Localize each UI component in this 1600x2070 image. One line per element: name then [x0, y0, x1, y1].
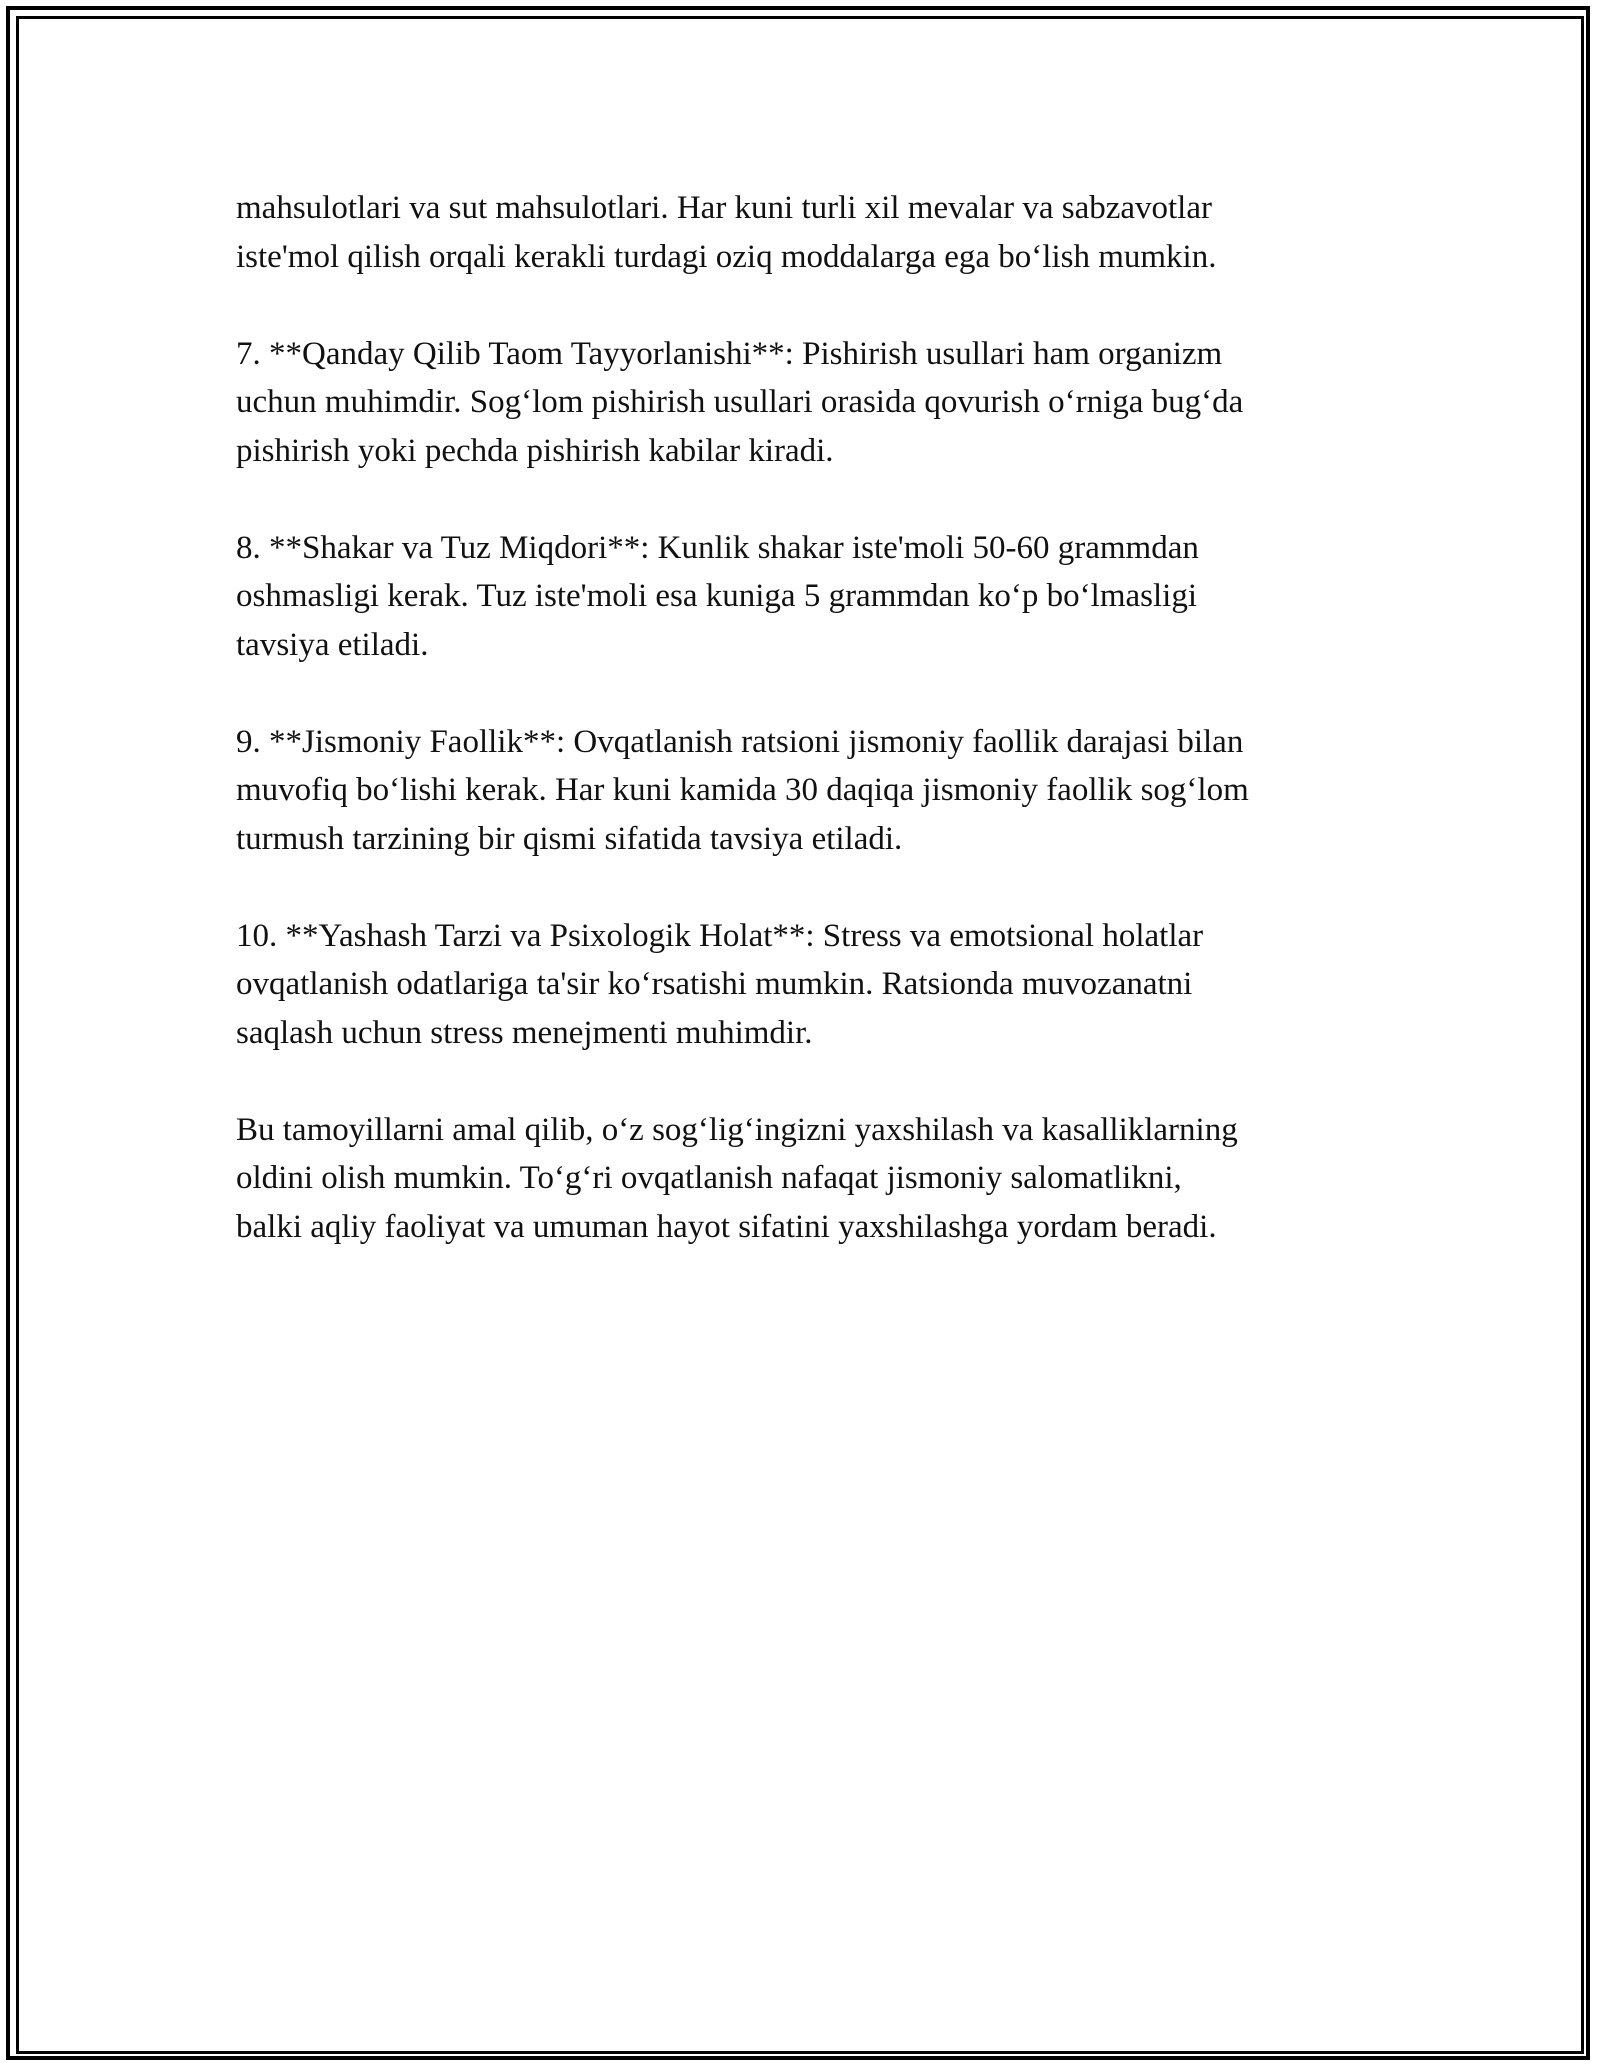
text-line: oldini olish mumkin. To‘g‘ri ovqatlanish nafaqat jismoniy salomatlikni, — [236, 1160, 1182, 1196]
text-line: turmush tarzining bir qismi sifatida tavsiya etiladi. — [236, 820, 903, 857]
text-line: 8. **Shakar va Tuz Miqdori**: Kunlik shakar iste'moli 50-60 grammdan — [236, 529, 1199, 566]
text-line: 9. **Jismoniy Faollik**: Ovqatlanish ratsioni jismoniy faollik darajasi bilan — [236, 723, 1244, 760]
text-line: oshmasligi kerak. Tuz iste'moli esa kuniga 5 grammdan ko‘p bo‘lmasligi — [236, 578, 1197, 614]
text-line: pishirish yoki pechda pishirish kabilar kiradi. — [236, 432, 834, 469]
text-line: muvofiq bo‘lishi kerak. Har kuni kamida 30 daqiqa jismoniy faollik sog‘lom — [236, 772, 1249, 808]
text-line: tavsiya etiladi. — [236, 626, 429, 663]
text-line: 10. **Yashash Tarzi va Psixologik Holat**: Stress va emotsional holatlar — [236, 917, 1204, 954]
text-line: uchun muhimdir. Sog‘lom pishirish usullari orasida qovurish o‘rniga bug‘da — [236, 384, 1244, 420]
paragraph-item-8 — [236, 524, 1416, 670]
paragraph-item-7 — [236, 330, 1416, 476]
text-line: mahsulotlari va sut mahsulotlari. Har kuni turli xil mevalar va sabzavotlar — [236, 190, 1212, 226]
text-line: ovqatlanish odatlariga ta'sir ko‘rsatishi mumkin. Ratsionda muvozanatni — [236, 966, 1193, 1002]
document-body — [236, 184, 1416, 1300]
text-line: iste'mol qilish orqali kerakli turdagi oziq moddalarga ega bo‘lish mumkin. — [236, 238, 1217, 275]
text-line: Bu tamoyillarni amal qilib, o‘z sog‘lig‘ingizni yaxshilash va kasalliklarning — [236, 1111, 1238, 1148]
paragraph-continuation — [236, 184, 1416, 281]
paragraph-item-9 — [236, 718, 1416, 864]
paragraph-item-10 — [236, 912, 1416, 1058]
text-line: saqlash uchun stress menejmenti muhimdir. — [236, 1014, 813, 1051]
paragraph-conclusion — [236, 1106, 1416, 1252]
text-line: balki aqliy faoliyat va umuman hayot sifatini yaxshilashga yordam beradi. — [236, 1208, 1217, 1245]
text-line: 7. **Qanday Qilib Taom Tayyorlanishi**: Pishirish usullari ham organizm — [236, 335, 1223, 372]
